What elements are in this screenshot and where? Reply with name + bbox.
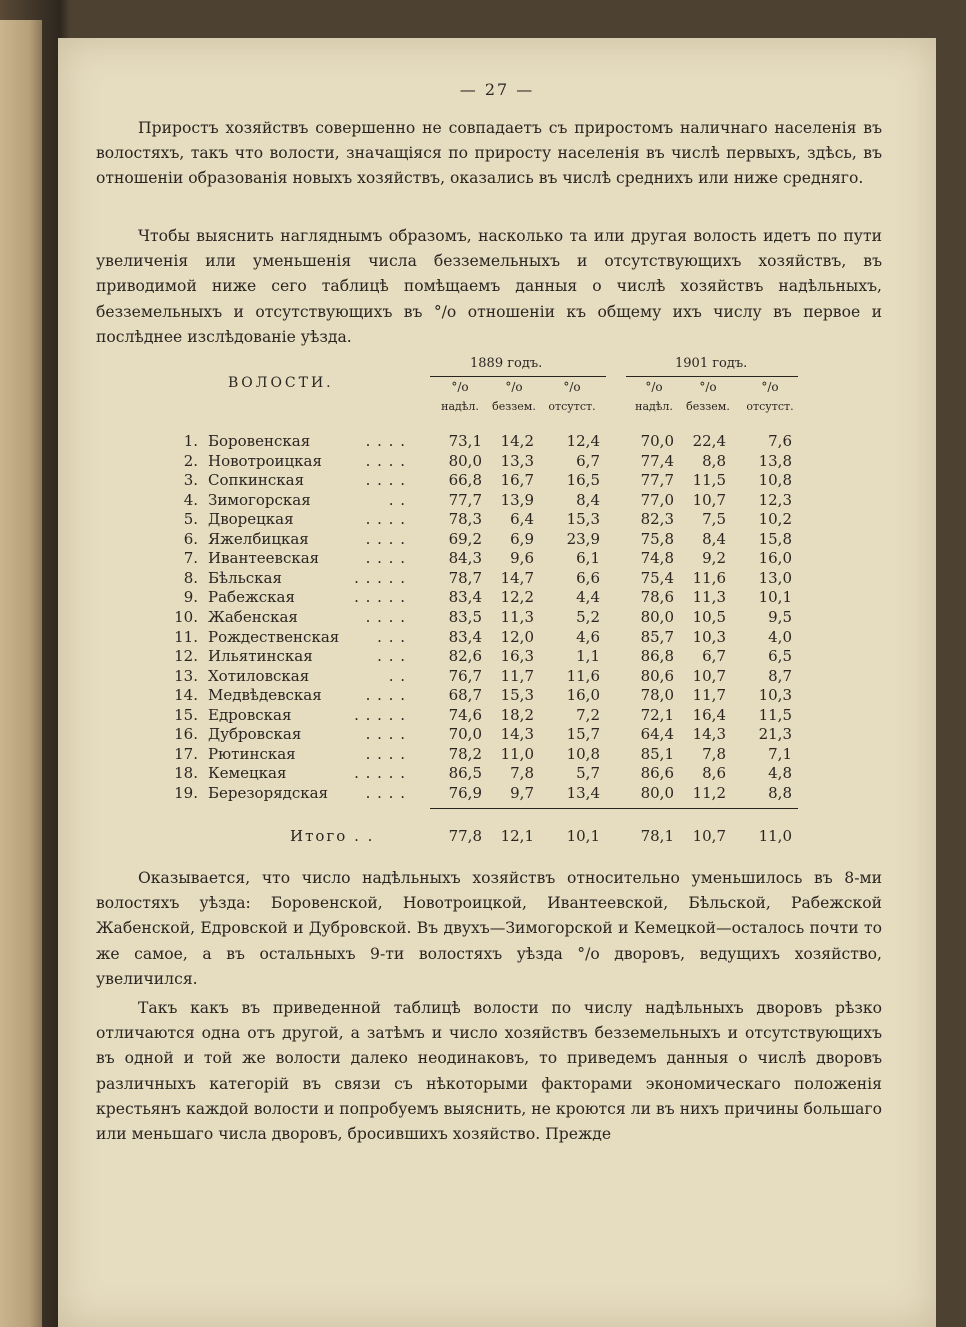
row-volost-name: Ильятинская [208, 647, 313, 666]
table-cell: 15,7 [566, 725, 600, 744]
table-cell: 70,0 [640, 432, 674, 450]
table-cell: 6,7 [702, 647, 726, 666]
row-dots: . . . . [365, 451, 406, 470]
table-cell: 10,5 [692, 607, 726, 626]
row-number: 6. [183, 529, 198, 548]
row-volost-name: Рождественская [208, 627, 340, 646]
row-number: 9. [183, 588, 198, 607]
table-cell: 11,6 [692, 568, 726, 587]
total-cell: 10,1 [566, 827, 600, 845]
year-rule-1901 [626, 376, 798, 377]
row-number: 19. [174, 783, 198, 802]
table-cell: 11,2 [692, 783, 726, 802]
table-cell: 16,7 [500, 471, 534, 490]
row-dots: . . . . [365, 783, 406, 802]
row-dots: . . . . [365, 432, 406, 450]
table-cell: 83,4 [448, 588, 482, 607]
column-percent-sign: °/o [699, 380, 717, 394]
row-number: 11. [174, 627, 198, 646]
table-cell: 12,2 [500, 588, 534, 607]
row-number: 15. [174, 705, 198, 724]
table-cell: 13,3 [500, 451, 534, 470]
table-cell: 80,0 [448, 451, 482, 470]
table-cell: 75,4 [640, 568, 674, 587]
column-percent-sign: °/o [761, 380, 779, 394]
row-number: 12. [174, 647, 198, 666]
row-dots: . . . [377, 627, 406, 646]
table-cell: 74,6 [448, 705, 482, 724]
column-header-1901-1: беззем. [686, 400, 730, 413]
table-cell: 83,4 [448, 627, 482, 646]
row-volost-name: Едровская [208, 705, 292, 724]
table-cell: 18,2 [500, 705, 534, 724]
table-cell: 10,2 [758, 510, 792, 529]
table-cell: 8,6 [702, 764, 726, 783]
row-dots: . . . . [365, 725, 406, 744]
table-cell: 22,4 [692, 432, 726, 450]
table-cell: 77,0 [640, 490, 674, 509]
table-cell: 70,0 [448, 725, 482, 744]
row-dots: . . . . . [354, 705, 406, 724]
column-percent-sign: °/o [563, 380, 581, 394]
table-cell: 21,3 [758, 725, 792, 744]
table-cell: 6,9 [510, 529, 534, 548]
total-cell: 78,1 [640, 827, 674, 845]
row-number: 16. [174, 725, 198, 744]
table-cell: 85,1 [640, 744, 674, 763]
table-cell: 78,7 [448, 568, 482, 587]
row-dots: . . . . [365, 529, 406, 548]
row-dots: . . . . [365, 549, 406, 568]
row-number: 8. [183, 568, 198, 587]
column-header-1901-0: надѣл. [635, 400, 673, 413]
row-dots: . . [388, 490, 406, 509]
row-dots: . . . . [365, 686, 406, 705]
row-dots: . . . . [365, 510, 406, 529]
table-cell: 12,4 [566, 432, 600, 450]
row-dots: . . [388, 666, 406, 685]
table-cell: 13,8 [758, 451, 792, 470]
table-cell: 10,7 [692, 666, 726, 685]
table-cell: 16,4 [692, 705, 726, 724]
table-cell: 16,0 [758, 549, 792, 568]
table-cell: 78,3 [448, 510, 482, 529]
table-cell: 15,8 [758, 529, 792, 548]
table-cell: 6,5 [768, 647, 792, 666]
row-volost-name: Рабежская [208, 588, 295, 607]
table-cell: 86,8 [640, 647, 674, 666]
table-cell: 11,6 [566, 666, 600, 685]
table-cell: 9,2 [702, 549, 726, 568]
table-cell: 7,8 [702, 744, 726, 763]
table-cell: 16,3 [500, 647, 534, 666]
table-cell: 83,5 [448, 607, 482, 626]
table-cell: 8,7 [768, 666, 792, 685]
table-cell: 8,4 [702, 529, 726, 548]
row-volost-name: Медвѣдевская [208, 686, 322, 705]
paragraph-3: Оказывается, что число надѣльныхъ хозяйствъ относительно уменьшилось въ 8-ми волостяхъ уѣзда: Боровенской, Новотроицкой, Ивантеевской, Бѣльской, Рабежской Жабенской, Едровской и Дубровской. Въ двухъ—Зимогорской и Кемецкой—осталось почти то же самое, а въ остальныхъ 9-ти волостяхъ уѣзда °/o дворовъ, ведущихъ хозяйство, увеличился. [96, 869, 882, 988]
row-number: 4. [183, 490, 198, 509]
table-cell: 14,2 [500, 432, 534, 450]
row-volost-name: Новотроицкая [208, 451, 322, 470]
table-cell: 6,1 [576, 549, 600, 568]
table-cell: 13,0 [758, 568, 792, 587]
row-dots: . . . . . [354, 588, 406, 607]
table-cell: 10,7 [692, 490, 726, 509]
table-cell: 8,8 [702, 451, 726, 470]
row-number: 7. [183, 549, 198, 568]
table-cell: 23,9 [566, 529, 600, 548]
row-volost-name: Рютинская [208, 744, 296, 763]
table-cell: 78,6 [640, 588, 674, 607]
table-cell: 4,6 [576, 627, 600, 646]
table-cell: 11,3 [692, 588, 726, 607]
table-cell: 15,3 [566, 510, 600, 529]
paragraph-4: Такъ какъ въ приведенной таблицѣ волости по числу надѣльныхъ дворовъ рѣзко отличаются одна отъ другой, а затѣмъ и число хозяйствъ безземельныхъ и отсутствующихъ въ одной и той же волости далеко неодинаковъ, то приведемъ данныя о числѣ дворовъ различныхъ категорій въ связи съ нѣкоторыми факторами экономическаго положенія крестьянъ каждой волости и попробуемъ выяснить, не кроются ли въ нихъ причины большаго или меньшаго числа дворовъ, бросившихъ хозяйство. Прежде [96, 999, 882, 1144]
table-cell: 7,1 [768, 744, 792, 763]
paragraph-1: Приростъ хозяйствъ совершенно не совпадаетъ съ приростомъ наличнаго населенія въ волостяхъ, такъ что волости, значащіяся по приросту населенія въ числѣ первыхъ, здѣсь, въ отношеніи образованія новыхъ хозяйствъ, оказались въ числѣ среднихъ или ниже средняго. [96, 119, 882, 188]
column-percent-sign: °/o [505, 380, 523, 394]
table-cell: 66,8 [448, 471, 482, 490]
table-cell: 11,5 [692, 471, 726, 490]
table-cell: 13,4 [566, 783, 600, 802]
table-row-header: ВОЛОСТИ. [228, 375, 334, 391]
total-label: Итого . . [290, 827, 375, 845]
table-cell: 16,5 [566, 471, 600, 490]
row-number: 2. [183, 451, 198, 470]
column-percent-sign: °/o [645, 380, 663, 394]
table-cell: 7,5 [702, 510, 726, 529]
row-dots: . . . [377, 647, 406, 666]
table-cell: 11,5 [758, 705, 792, 724]
table-cell: 4,4 [576, 588, 600, 607]
table-cell: 7,6 [768, 432, 792, 450]
table-cell: 14,3 [692, 725, 726, 744]
table-cell: 78,0 [640, 686, 674, 705]
row-volost-name: Березорядская [208, 783, 329, 802]
table-cell: 82,6 [448, 647, 482, 666]
table-cell: 6,7 [576, 451, 600, 470]
page-number: — 27 — [459, 80, 535, 99]
column-header-1901-2: отсутст. [746, 400, 794, 413]
table-cell: 5,2 [576, 607, 600, 626]
table-cell: 85,7 [640, 627, 674, 646]
row-volost-name: Бѣльская [208, 568, 282, 587]
table-cell: 80,0 [640, 607, 674, 626]
row-number: 5. [183, 510, 198, 529]
table-cell: 10,3 [692, 627, 726, 646]
table-cell: 6,6 [576, 568, 600, 587]
column-percent-sign: °/o [451, 380, 469, 394]
table-cell: 75,8 [640, 529, 674, 548]
table-cell: 8,8 [768, 783, 792, 802]
row-number: 3. [183, 471, 198, 490]
table-cell: 4,0 [768, 627, 792, 646]
row-dots: . . . . . [354, 764, 406, 783]
row-number: 10. [174, 607, 198, 626]
table-cell: 1,1 [576, 647, 600, 666]
row-number: 1. [183, 432, 198, 450]
table-cell: 13,9 [500, 490, 534, 509]
table-cell: 11,3 [500, 607, 534, 626]
table-cell: 15,3 [500, 686, 534, 705]
table-cell: 77,4 [640, 451, 674, 470]
row-number: 17. [174, 744, 198, 763]
year-header-1901: 1901 годъ. [675, 356, 748, 371]
row-volost-name: Дубровская [208, 725, 302, 744]
table-cell: 5,7 [576, 764, 600, 783]
table-cell: 14,3 [500, 725, 534, 744]
table-cell: 10,1 [758, 588, 792, 607]
row-volost-name: Яжелбицкая [208, 529, 309, 548]
total-cell: 77,8 [448, 827, 482, 845]
row-volost-name: Жабенская [208, 607, 298, 626]
table-cell: 76,9 [448, 783, 482, 802]
table-cell: 86,6 [640, 764, 674, 783]
total-cell: 11,0 [758, 827, 792, 845]
table-cell: 4,8 [768, 764, 792, 783]
table-cell: 74,8 [640, 549, 674, 568]
table-cell: 11,7 [692, 686, 726, 705]
table-cell: 11,7 [500, 666, 534, 685]
table-cell: 69,2 [448, 529, 482, 548]
table-cell: 77,7 [448, 490, 482, 509]
facing-page-edge [0, 20, 42, 1327]
table-cell: 78,2 [448, 744, 482, 763]
row-volost-name: Хотиловская [208, 666, 310, 685]
row-number: 14. [174, 686, 198, 705]
row-dots: . . . . [365, 607, 406, 626]
row-volost-name: Зимогорская [208, 490, 311, 509]
row-volost-name: Кемецкая [208, 764, 287, 783]
row-dots: . . . . . [354, 568, 406, 587]
table-cell: 6,4 [510, 510, 534, 529]
table-cell: 12,3 [758, 490, 792, 509]
column-header-1889-1: беззем. [492, 400, 536, 413]
table-cell: 86,5 [448, 764, 482, 783]
table-cell: 73,1 [448, 432, 482, 450]
year-header-1889: 1889 годъ. [470, 356, 543, 371]
table-cell: 68,7 [448, 686, 482, 705]
table-cell: 84,3 [448, 549, 482, 568]
year-rule-1889 [430, 376, 606, 377]
book-page [58, 38, 936, 1327]
row-volost-name: Ивантеевская [208, 549, 320, 568]
table-cell: 72,1 [640, 705, 674, 724]
table-cell: 76,7 [448, 666, 482, 685]
table-cell: 10,3 [758, 686, 792, 705]
table-cell: 77,7 [640, 471, 674, 490]
table-cell: 16,0 [566, 686, 600, 705]
table-cell: 64,4 [640, 725, 674, 744]
total-rule [430, 808, 798, 809]
table-cell: 14,7 [500, 568, 534, 587]
total-cell: 10,7 [692, 827, 726, 845]
table-cell: 80,0 [640, 783, 674, 802]
table-cell: 7,2 [576, 705, 600, 724]
table-cell: 82,3 [640, 510, 674, 529]
table-cell: 12,0 [500, 627, 534, 646]
table-cell: 7,8 [510, 764, 534, 783]
table-cell: 11,0 [500, 744, 534, 763]
table-cell: 9,6 [510, 549, 534, 568]
row-dots: . . . . [365, 471, 406, 490]
table-cell: 10,8 [566, 744, 600, 763]
table-cell: 9,5 [768, 607, 792, 626]
row-volost-name: Сопкинская [208, 471, 305, 490]
table-cell: 10,8 [758, 471, 792, 490]
row-number: 13. [174, 666, 198, 685]
column-header-1889-2: отсутст. [548, 400, 596, 413]
table-cell: 8,4 [576, 490, 600, 509]
column-header-1889-0: надѣл. [441, 400, 479, 413]
row-number: 18. [174, 764, 198, 783]
paragraph-2: Чтобы выяснить нагляднымъ образомъ, насколько та или другая волость идетъ по пути увеличенія или уменьшенія числа безземельныхъ и отсутствующихъ хозяйствъ, въ приводимой ниже сего таблицѣ помѣщаемъ данныя о числѣ хозяйствъ надѣльныхъ, безземельныхъ и отсутствующихъ въ °/o отношеніи къ общему ихъ числу въ первое и послѣднее изслѣдованіе уѣзда. [96, 227, 882, 346]
total-cell: 12,1 [500, 827, 534, 845]
row-dots: . . . . [365, 744, 406, 763]
table-cell: 9,7 [510, 783, 534, 802]
table-cell: 80,6 [640, 666, 674, 685]
row-volost-name: Боровенская [208, 432, 311, 450]
row-volost-name: Дворецкая [208, 510, 294, 529]
